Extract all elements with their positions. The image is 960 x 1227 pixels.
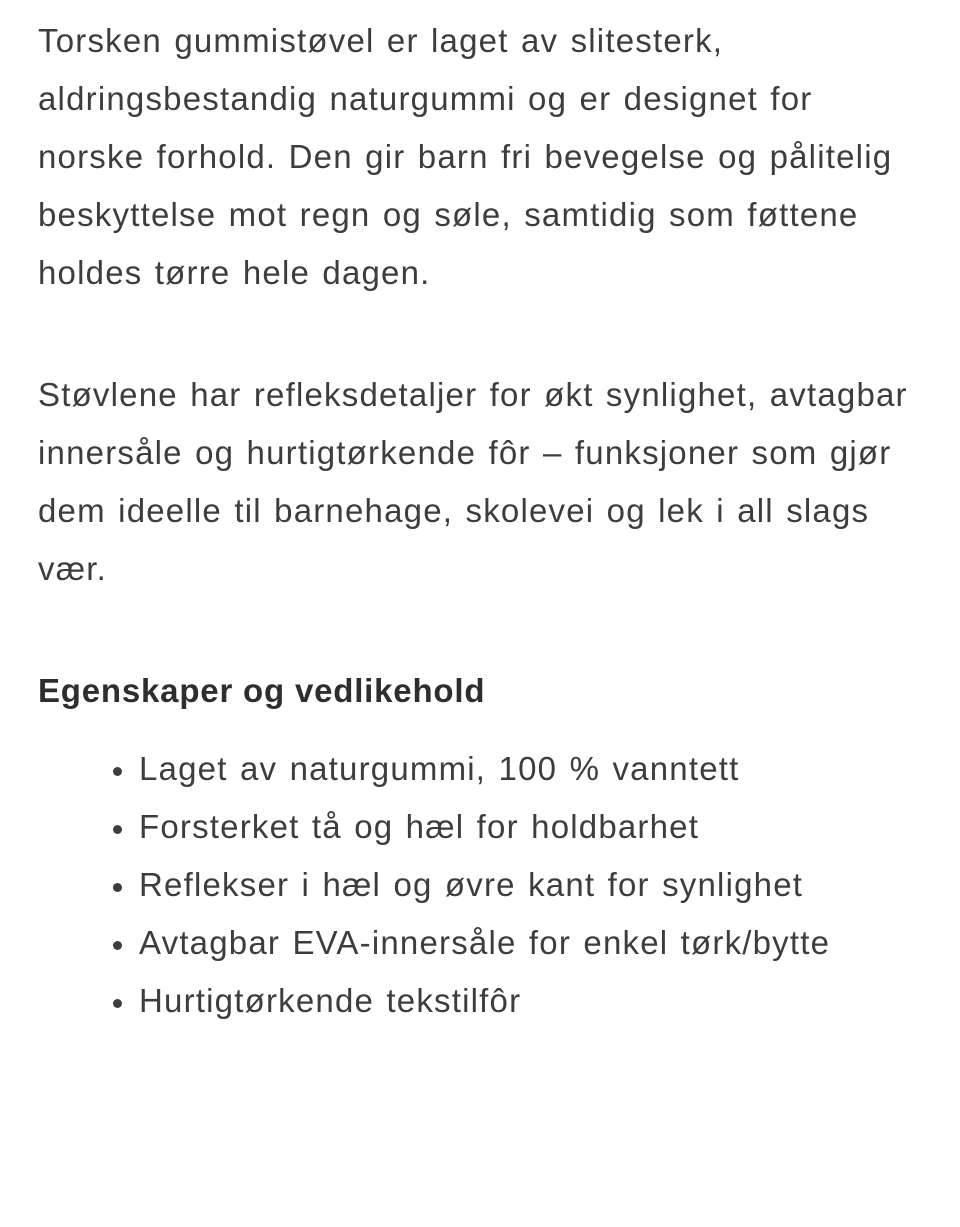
- feature-item-forsterket: • Forsterket tå og hæl for holdbarhet: [137, 798, 879, 856]
- feature-item-reflekser: • Reflekser i hæl og øvre kant for synlighet: [137, 856, 879, 914]
- description-paragraph-2: Støvlene har refleksdetaljer for økt synlighet, avtagbar innersåle og hurtigtørkende fôr – funksjoner som gjør dem ideelle til barnehage, skolevei og lek i all slags vær.: [38, 376, 908, 587]
- feature-item-tekstilfor: • Hurtigtørkende tekstilfôr: [137, 972, 879, 1030]
- features-list: [38, 740, 922, 1030]
- features-heading: Egenskaper og vedlikehold: [38, 672, 486, 709]
- description-paragraph-1: Torsken gummistøvel er laget av slitesterk, aldringsbestandig naturgummi og er designet for norske forhold. Den gir barn fri bevegelse og pålitelig beskyttelse mot regn og søle, samtidig som føttene holdes tørre hele dagen.: [38, 22, 893, 291]
- feature-item-naturgummi: • Laget av naturgummi, 100 % vanntett: [137, 740, 879, 798]
- feature-item-innersale: • Avtagbar EVA-innersåle for enkel tørk/bytte: [137, 914, 879, 972]
